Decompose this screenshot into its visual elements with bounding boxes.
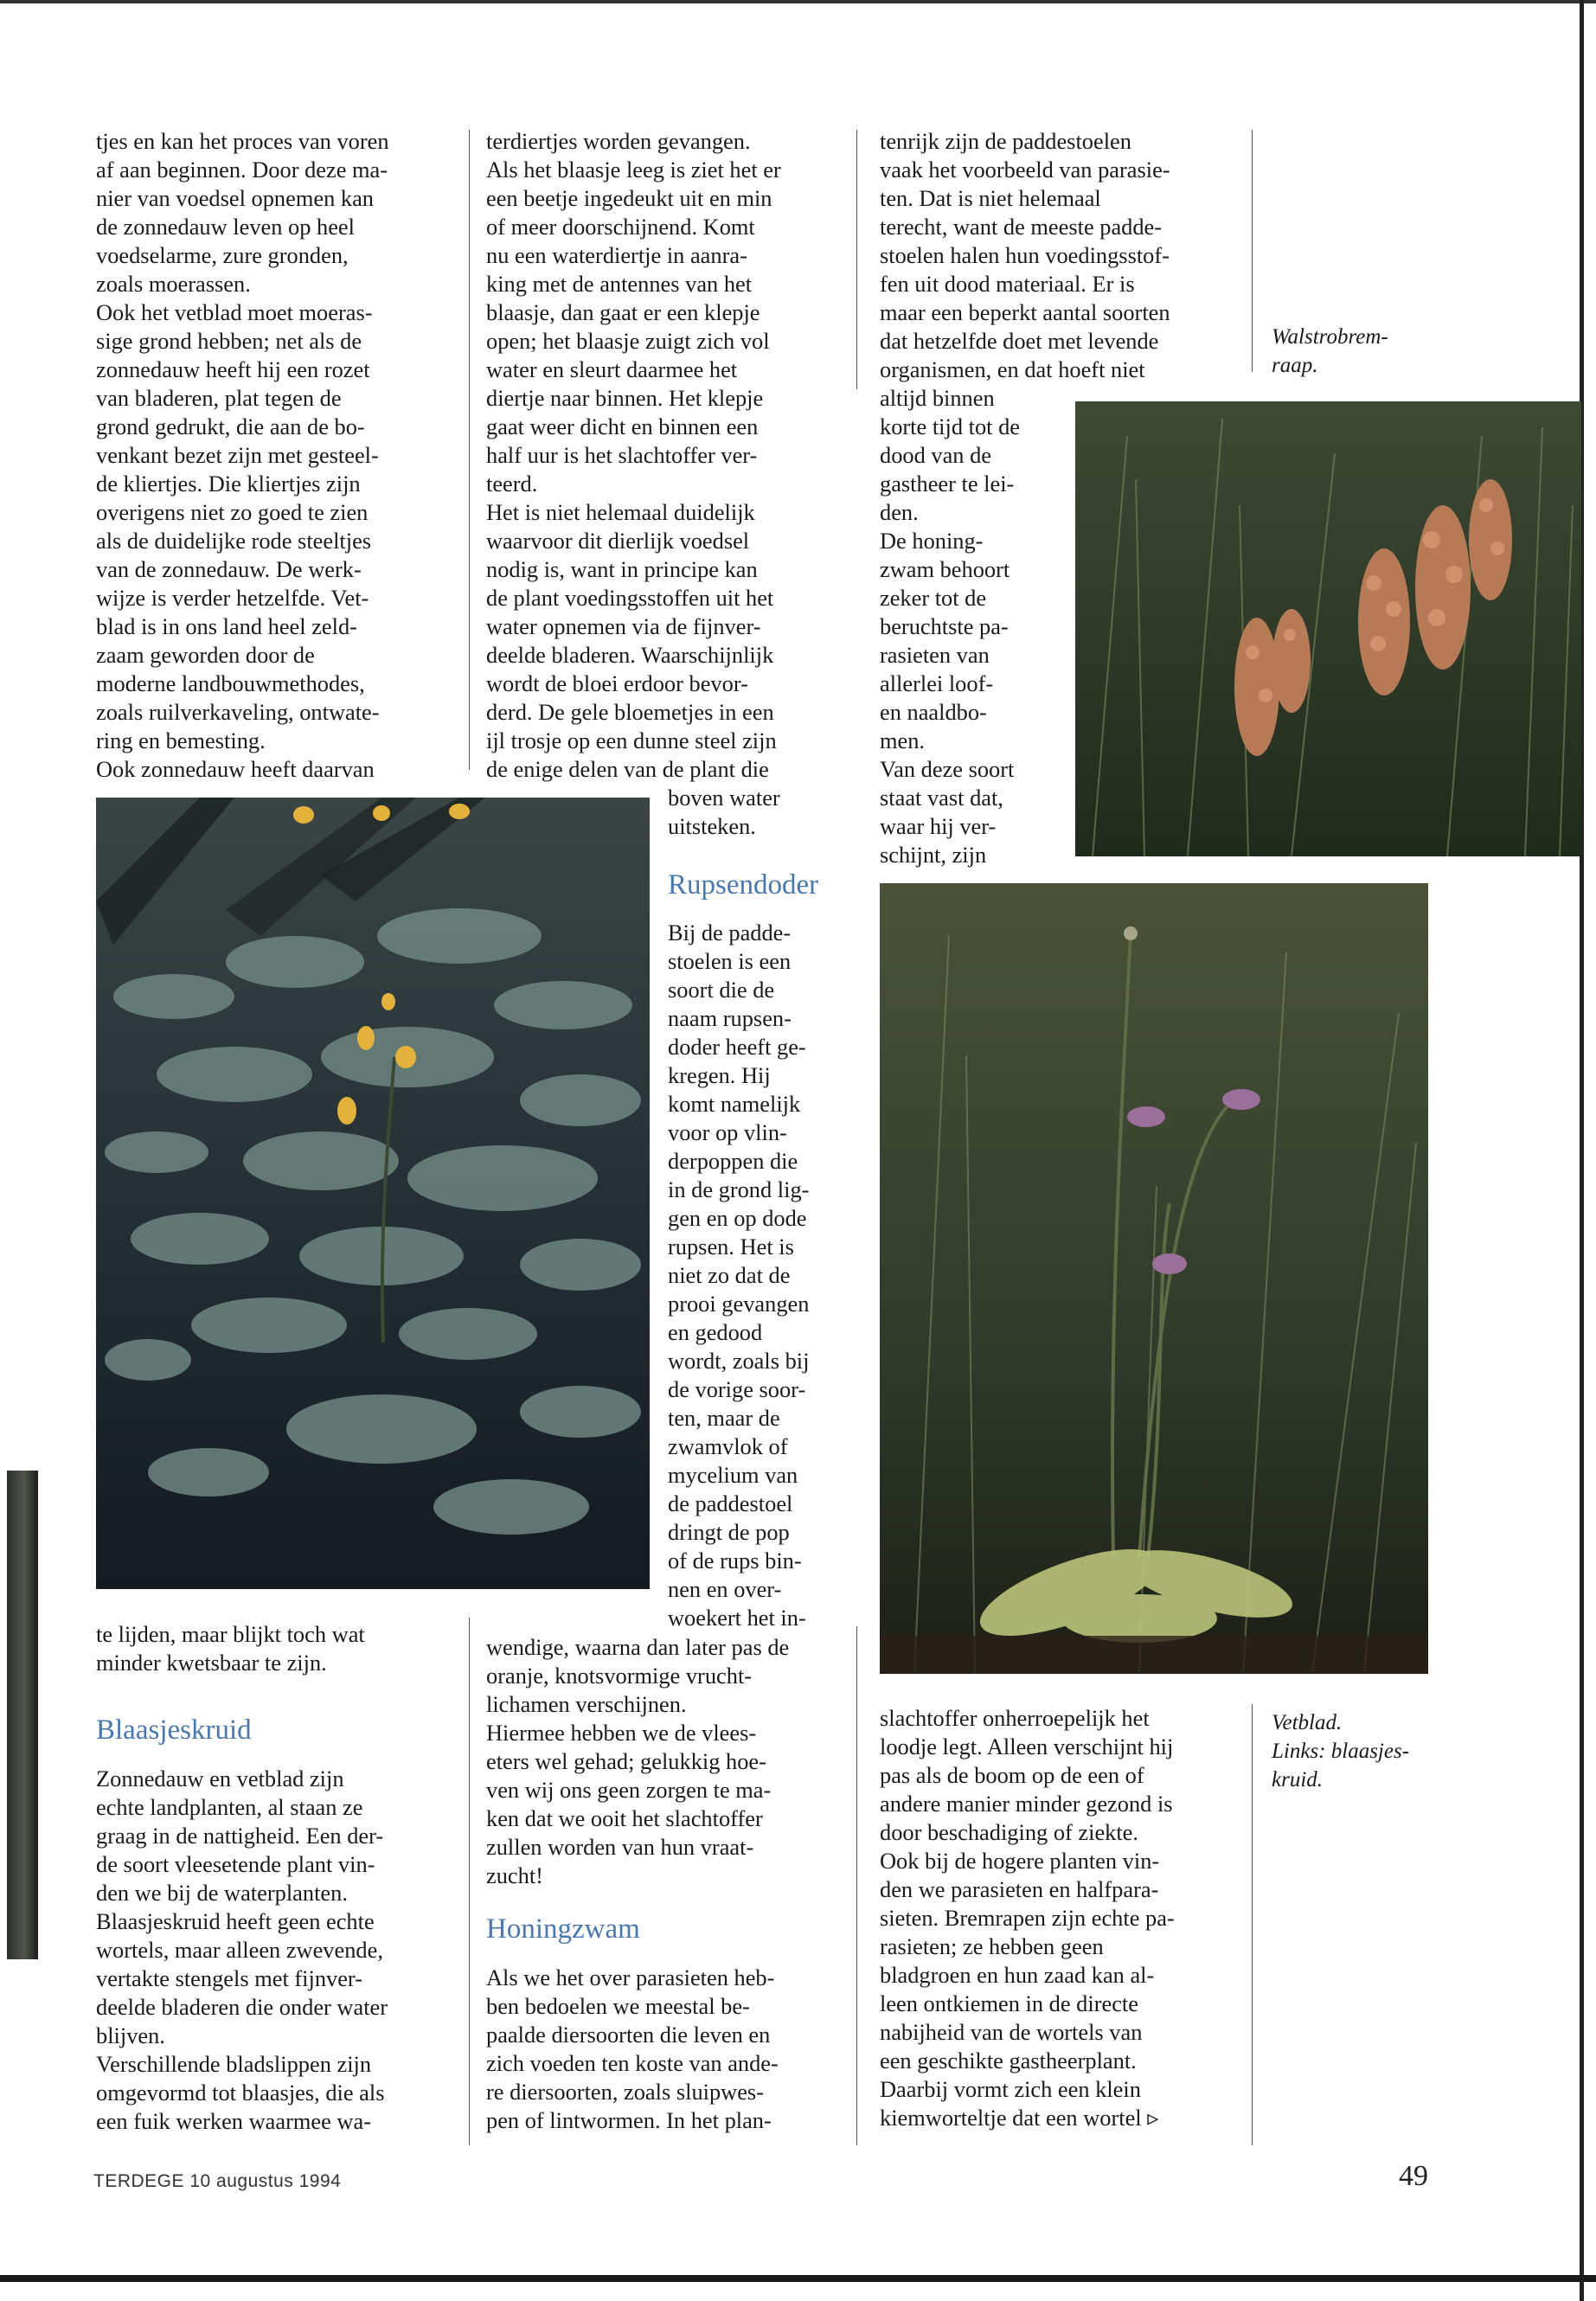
text-line: voedselarme, zure gronden, <box>96 242 349 268</box>
text-line: ten. Dat is niet helemaal <box>880 185 1101 211</box>
text-line: waar hij ver- <box>880 813 997 839</box>
text-line: zwam behoort <box>880 556 1010 582</box>
text-line: beruchtste pa- <box>880 613 1009 639</box>
caption-vetblad <box>1272 1708 1445 1794</box>
text-line: zoals moerassen. <box>96 271 251 297</box>
text-line: zullen worden van hun vraat- <box>486 1834 754 1860</box>
text-line: stoelen halen hun voedingsstof- <box>880 242 1170 268</box>
text-line: doder heeft ge- <box>668 1034 806 1060</box>
text-line: uitsteken. <box>668 813 756 839</box>
text-line: men. <box>880 727 926 753</box>
text-line: de paddestoel <box>668 1490 793 1516</box>
text-line: Zonnedauw en vetblad zijn <box>96 1766 344 1791</box>
text-line: den we bij de waterplanten. <box>96 1880 348 1906</box>
text-line: ten, maar de <box>668 1405 780 1431</box>
heading-honingzwam: Honingzwam <box>486 1913 640 1945</box>
text-line: Blaasjeskruid heeft geen echte <box>96 1908 375 1934</box>
text-line: voor op vlin- <box>668 1119 787 1145</box>
text-line: of de rups bin- <box>668 1548 802 1574</box>
text-line: kregen. Hij <box>668 1062 771 1088</box>
text-line: sige grond hebben; net als de <box>96 328 362 354</box>
text-line: altijd binnen <box>880 385 995 411</box>
column-rule <box>856 130 857 389</box>
adjacent-page-photo-strip <box>7 1471 38 1959</box>
text-line: Verschillende bladslippen zijn <box>96 2051 372 2077</box>
heading-blaasjeskruid: Blaasjeskruid <box>96 1715 252 1746</box>
broomrape-illustration <box>1075 401 1581 856</box>
text-line: kiemworteltje dat een wortel ▹ <box>880 2105 1159 2131</box>
column-rule <box>856 1626 857 2145</box>
article-column-3-top <box>880 127 1243 384</box>
text-line: paalde diersoorten die leven en <box>486 2022 771 2048</box>
text-line: overigens niet zo goed te zien <box>96 499 369 525</box>
text-line: door beschadiging of ziekte. <box>880 1819 1138 1845</box>
text-line: organismen, en dat hoeft niet <box>880 356 1145 382</box>
text-line: de vorige soor- <box>668 1376 806 1402</box>
text-line: Het is niet helemaal duidelijk <box>486 499 755 525</box>
text-line: minder kwetsbaar te zijn. <box>96 1650 327 1676</box>
text-line: zoals ruilverkaveling, ontwate- <box>96 699 380 725</box>
text-line: en naaldbo- <box>880 699 987 725</box>
text-line: tenrijk zijn de paddestoelen <box>880 128 1131 154</box>
text-line: venkant bezet zijn met gesteel- <box>96 442 379 468</box>
text-line: Hiermee hebben we de vlees- <box>486 1720 757 1746</box>
text-line: zaam geworden door de <box>96 642 315 668</box>
text-line: prooi gevangen <box>668 1291 810 1317</box>
text-line: rasieten van <box>880 642 990 668</box>
photo-walstrobremraap <box>1075 401 1581 856</box>
caption-line: Vetblad. <box>1272 1711 1343 1734</box>
article-column-3-narrow <box>880 384 1074 869</box>
text-line: wijze is verder hetzelfde. Vet- <box>96 585 369 611</box>
article-column-2-bottom <box>486 1964 849 2135</box>
text-line: ken dat we ooit het slachtoffer <box>486 1805 763 1831</box>
text-line: blad is in ons land heel zeld- <box>96 613 357 639</box>
photo-bladderwort <box>96 798 650 1589</box>
text-line: ben bedoelen we meestal be- <box>486 1993 750 2019</box>
text-line: blijven. <box>96 2022 165 2048</box>
text-line: gaat weer dicht en binnen een <box>486 413 759 439</box>
article-column-1-bottom <box>96 1765 459 2136</box>
text-line: van bladeren, plat tegen de <box>96 385 342 411</box>
text-line: vertakte stengels met fijnver- <box>96 1965 362 1991</box>
text-line: nu een waterdiertje in aanra- <box>486 242 747 268</box>
text-line: teerd. <box>486 471 538 497</box>
text-line: echte landplanten, al staan ze <box>96 1794 363 1820</box>
text-line: half uur is het slachtoffer ver- <box>486 442 758 468</box>
text-line: in de grond lig- <box>668 1176 810 1202</box>
text-line: pen of lintwormen. In het plan- <box>486 2107 772 2133</box>
text-line: als de duidelijke rode steeltjes <box>96 528 372 554</box>
text-line: open; het blaasje zuigt zich vol <box>486 328 770 354</box>
article-column-3-bottom <box>880 1704 1243 2132</box>
text-line: dood van de <box>880 442 991 468</box>
text-line: ijl trosje op een dunne steel zijn <box>486 727 777 753</box>
text-line: water opnemen via de fijnver- <box>486 613 761 639</box>
text-line: de plant voedingsstoffen uit het <box>486 585 774 611</box>
text-line: derpoppen die <box>668 1148 798 1174</box>
text-line: komt namelijk <box>668 1091 801 1117</box>
text-line: mycelium van <box>668 1462 798 1488</box>
text-line: dringt de pop <box>668 1519 790 1545</box>
caption-line: kruid. <box>1272 1768 1324 1791</box>
text-line: nabijheid van de wortels van <box>880 2019 1143 2045</box>
text-line: gastheer te lei- <box>880 471 1015 497</box>
text-line: zonnedauw heeft hij een rozet <box>96 356 370 382</box>
text-line: naam rupsen- <box>668 1005 792 1031</box>
text-line: wendige, waarna dan later pas de <box>486 1634 790 1660</box>
text-line: slachtoffer onherroepelijk het <box>880 1705 1150 1731</box>
text-line: tjes en kan het proces van voren <box>96 128 389 154</box>
text-line: nodig is, want in principe kan <box>486 556 758 582</box>
text-line: derd. De gele bloemetjes in een <box>486 699 774 725</box>
text-line: vaak het voorbeeld van parasie- <box>880 157 1170 183</box>
text-line: gen en op dode <box>668 1205 807 1231</box>
text-line: een geschikte gastheerplant. <box>880 2048 1137 2073</box>
caption-walstrobremraap <box>1272 323 1445 380</box>
text-line: leen ontkiemen in de directe <box>880 1990 1138 2016</box>
text-line: wordt de bloei erdoor bevor- <box>486 670 748 696</box>
text-line: Ook zonnedauw heeft daarvan <box>96 756 375 782</box>
text-line: rupsen. Het is <box>668 1234 794 1259</box>
text-line: Van deze soort <box>880 756 1015 782</box>
text-line: boven water <box>668 785 780 811</box>
text-line: korte tijd tot de <box>880 413 1020 439</box>
text-line: Ook het vetblad moet moeras- <box>96 299 373 325</box>
text-line: terecht, want de meeste padde- <box>880 214 1163 240</box>
text-line: bladgroen en hun zaad kan al- <box>880 1962 1155 1988</box>
text-line: niet zo dat de <box>668 1262 791 1288</box>
text-line: af aan beginnen. Door deze ma- <box>96 157 388 183</box>
text-line: zucht! <box>486 1862 543 1888</box>
caption-line: Links: blaasjes- <box>1272 1740 1410 1763</box>
text-line: blaasje, dan gaat er een klepje <box>486 299 760 325</box>
text-line: De honing- <box>880 528 984 554</box>
article-column-1-top <box>96 127 459 784</box>
text-line: Bij de padde- <box>668 920 792 945</box>
text-line: de soort vleesetende plant vin- <box>96 1851 375 1877</box>
text-line: zeker tot de <box>880 585 987 611</box>
text-line: dat hetzelfde doet met levende <box>880 328 1159 354</box>
photo-vetblad <box>880 883 1428 1674</box>
text-line: ring en bemesting. <box>96 727 266 753</box>
heading-rupsendoder: Rupsendoder <box>668 869 819 901</box>
article-column-2-wide <box>486 1633 849 1890</box>
column-rule <box>1252 130 1253 372</box>
column-rule <box>469 1618 470 2145</box>
text-line: nen en over- <box>668 1576 782 1602</box>
text-line: den. <box>880 499 919 525</box>
text-line: lichamen verschijnen. <box>486 1691 687 1717</box>
text-line: oranje, knotsvormige vrucht- <box>486 1663 753 1689</box>
text-line: eters wel gehad; gelukkig hoe- <box>486 1748 766 1774</box>
article-column-2-tail <box>668 784 849 841</box>
page-right-edge <box>1580 0 1584 2301</box>
text-line: zich voeden ten koste van ande- <box>486 2050 779 2076</box>
text-line: re diersoorten, zoals sluipwes- <box>486 2079 764 2105</box>
text-line: Daarbij vormt zich een klein <box>880 2076 1141 2102</box>
publication-footer: TERDEGE 10 augustus 1994 <box>93 2171 342 2191</box>
article-column-2-narrow <box>668 919 849 1632</box>
text-line: te lijden, maar blijkt toch wat <box>96 1621 365 1647</box>
bladderwort-illustration <box>96 798 650 1589</box>
article-column-1-continued <box>96 1620 459 1677</box>
text-line: fen uit dood materiaal. Er is <box>880 271 1135 297</box>
text-line: water en sleurt daarmee het <box>486 356 738 382</box>
text-line: een fuik werken waarmee wa- <box>96 2108 371 2134</box>
text-line: stoelen is een <box>668 948 792 974</box>
text-line: ven wij ons geen zorgen te ma- <box>486 1777 772 1803</box>
text-line: waarvoor dit dierlijk voedsel <box>486 528 750 554</box>
text-line: of meer doorschijnend. Komt <box>486 214 755 240</box>
text-line: moderne landbouwmethodes, <box>96 670 365 696</box>
text-line: maar een beperkt aantal soorten <box>880 299 1170 325</box>
text-line: woekert het in- <box>668 1605 806 1631</box>
text-line: diertje naar binnen. Het klepje <box>486 385 764 411</box>
text-line: wortels, maar alleen zwevende, <box>96 1937 383 1963</box>
caption-line: Walstrobrem- <box>1272 325 1388 349</box>
text-line: Als we het over parasieten heb- <box>486 1965 775 1990</box>
text-line: en gedood <box>668 1319 763 1345</box>
article-column-2-top <box>486 127 849 784</box>
text-line: de zonnedauw leven op heel <box>96 214 355 240</box>
text-line: loodje legt. Alleen verschijnt hij <box>880 1734 1174 1759</box>
text-line: pas als de boom op de een of <box>880 1762 1144 1788</box>
text-line: grond gedrukt, die aan de bo- <box>96 413 365 439</box>
text-line: soort die de <box>668 977 775 1003</box>
text-line: nier van voedsel opnemen kan <box>96 185 374 211</box>
text-line: terdiertjes worden gevangen. <box>486 128 751 154</box>
text-line: king met de antennes van het <box>486 271 753 297</box>
text-line: omgevormd tot blaasjes, die als <box>96 2080 385 2106</box>
text-line: een beetje ingedeukt uit en min <box>486 185 772 211</box>
text-line: andere manier minder gezond is <box>880 1791 1173 1817</box>
text-line: graag in de nattigheid. Een der- <box>96 1823 384 1849</box>
column-rule <box>1252 1704 1253 2145</box>
page-number: 49 <box>1399 2160 1428 2192</box>
text-line: staat vast dat, <box>880 785 1003 811</box>
text-line: de kliertjes. Die kliertjes zijn <box>96 471 361 497</box>
text-line: schijnt, zijn <box>880 842 987 868</box>
text-line: van de zonnedauw. De werk- <box>96 556 362 582</box>
page-top-edge <box>0 0 1596 3</box>
text-line: deelde bladeren die onder water <box>96 1994 388 2020</box>
text-line: Als het blaasje leeg is ziet het er <box>486 157 781 183</box>
text-line: de enige delen van de plant die <box>486 756 769 782</box>
page-bottom-edge <box>0 2275 1596 2282</box>
column-rule <box>469 130 470 770</box>
text-line: sieten. Bremrapen zijn echte pa- <box>880 1905 1175 1931</box>
text-line: den we parasieten en halfpara- <box>880 1876 1159 1902</box>
text-line: wordt, zoals bij <box>668 1348 810 1374</box>
caption-line: raap. <box>1272 354 1318 377</box>
text-line: zwamvlok of <box>668 1433 788 1459</box>
text-line: deelde bladeren. Waarschijnlijk <box>486 642 774 668</box>
text-line: rasieten; ze hebben geen <box>880 1933 1104 1959</box>
text-line: Ook bij de hogere planten vin- <box>880 1848 1160 1874</box>
text-line: allerlei loof- <box>880 670 994 696</box>
butterwort-illustration <box>880 883 1428 1674</box>
